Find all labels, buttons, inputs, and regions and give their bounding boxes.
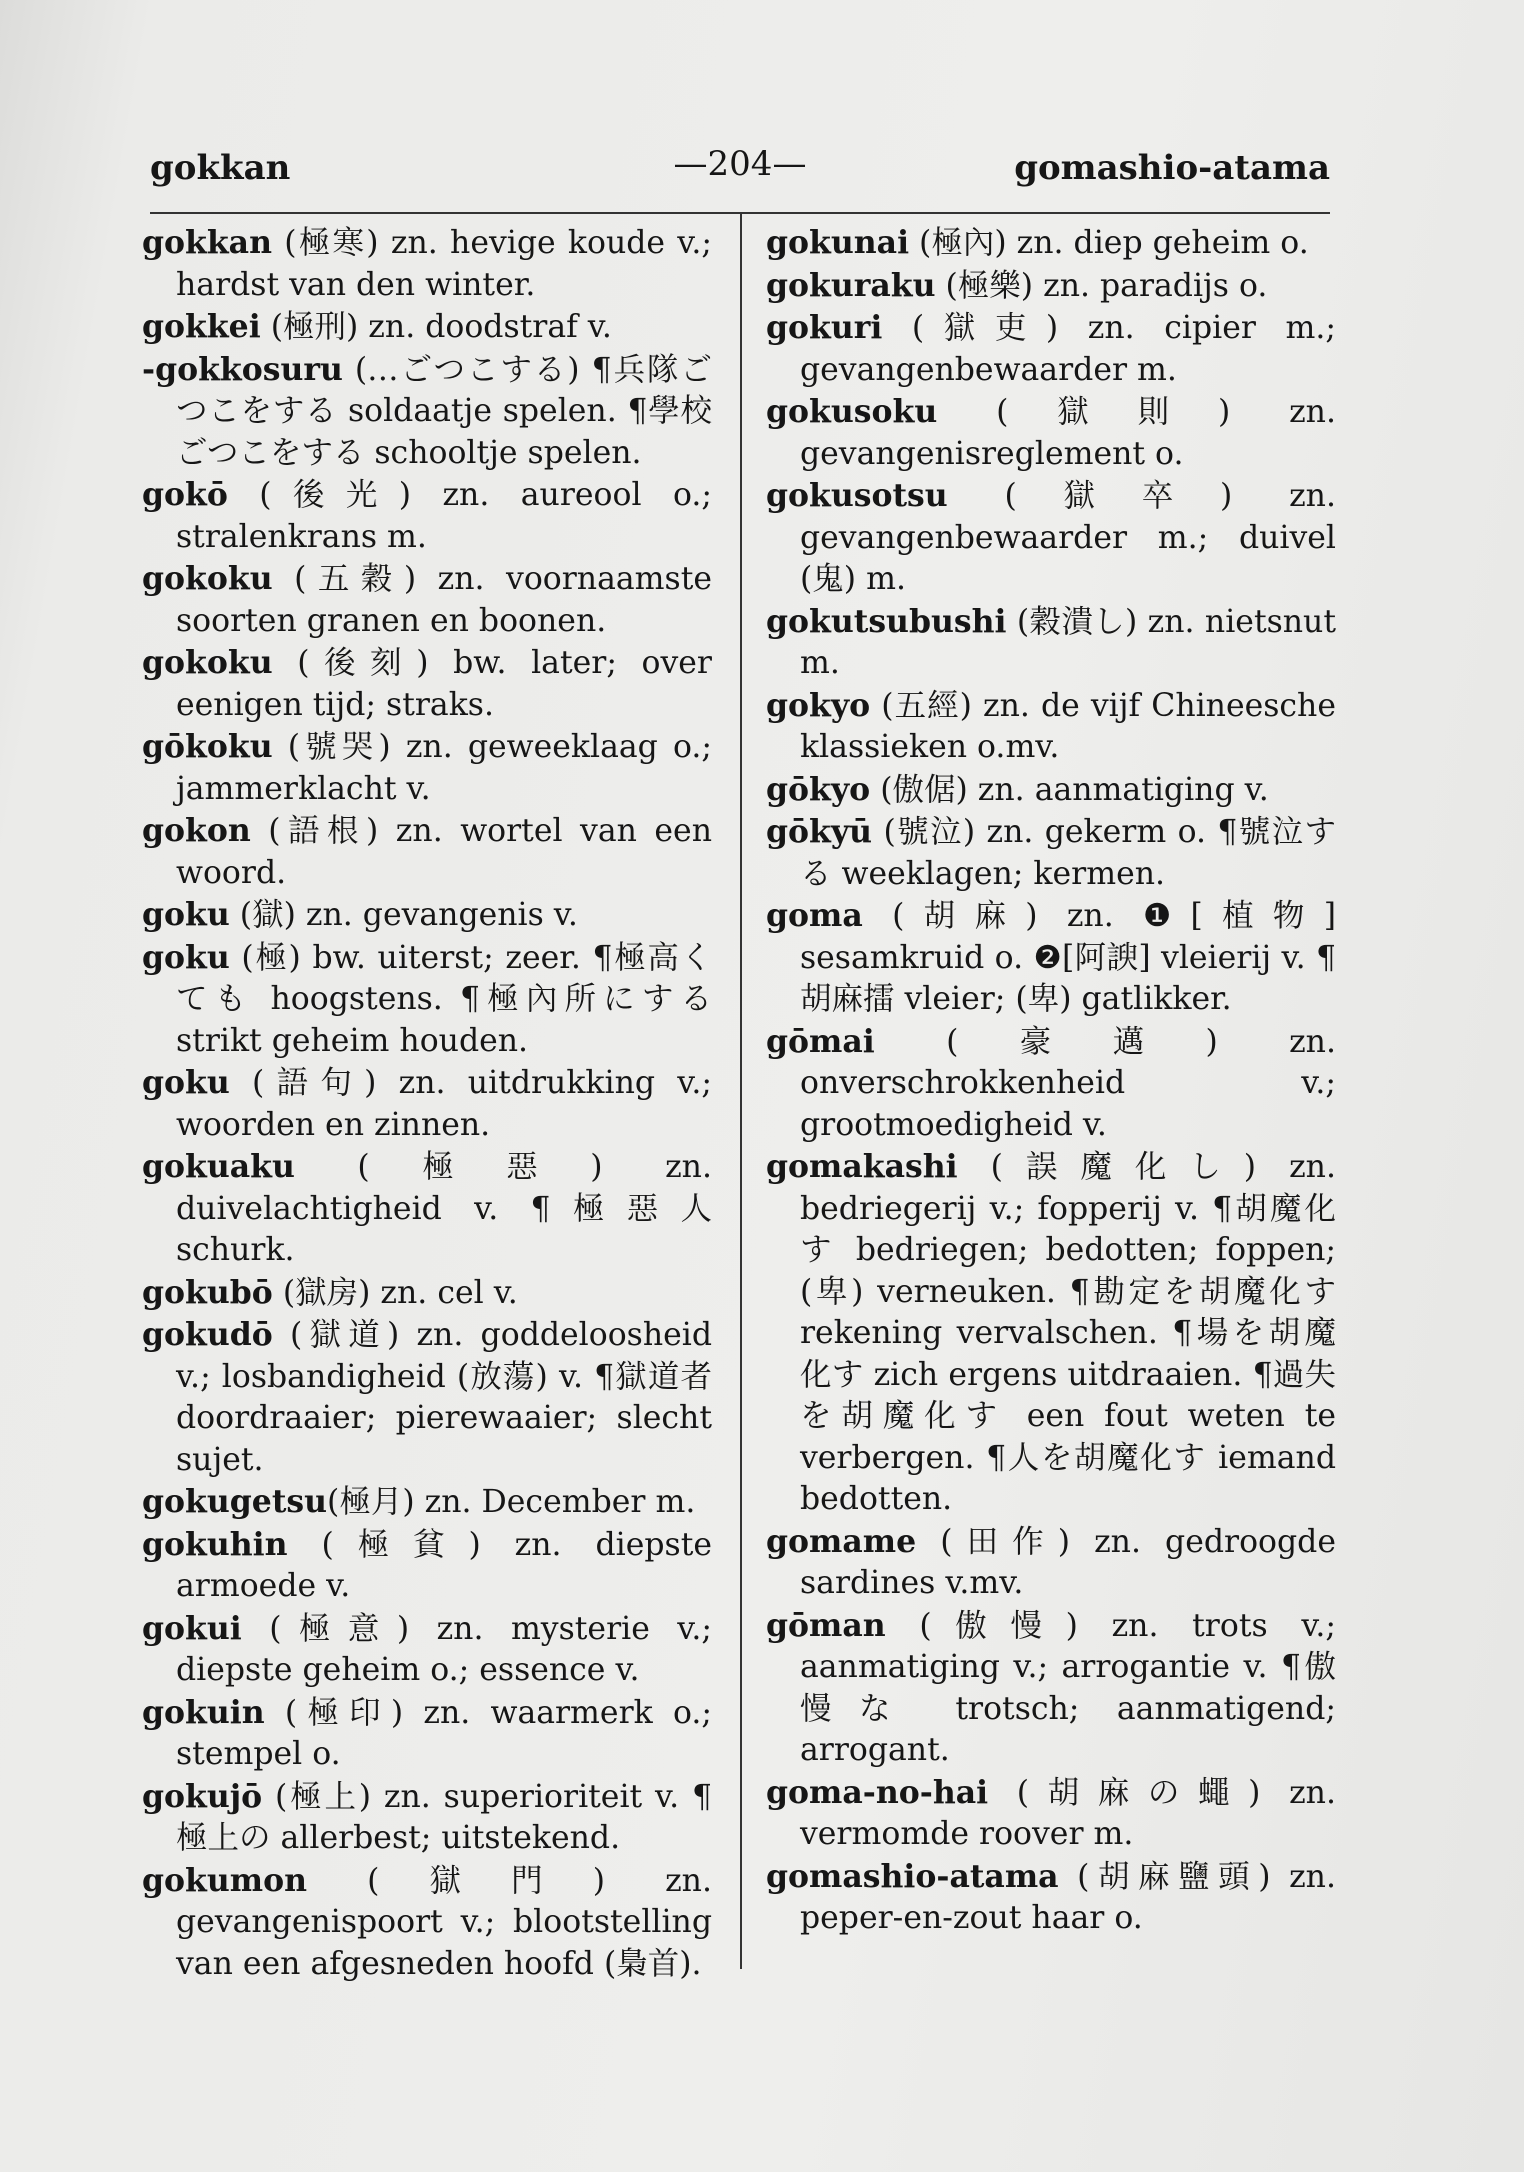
dictionary-entry: [142, 1524, 712, 1608]
dictionary-entry: [766, 1772, 1336, 1856]
entry-headword: gōmai: [766, 1022, 875, 1060]
right-column: [766, 222, 1336, 1940]
entry-headword: gōkyo: [766, 770, 871, 808]
entry-headword: gokkei: [142, 308, 261, 345]
dictionary-entry: [142, 349, 712, 475]
entry-headword: gokudō: [142, 1316, 273, 1353]
dictionary-entry: [766, 811, 1336, 895]
entry-headword: gōman: [766, 1606, 886, 1644]
entry-headword: gokusotsu: [766, 477, 948, 514]
page-header: [150, 140, 1330, 200]
entry-definition: (極寒) zn. hevige koude v.; hardst van den winter.: [176, 225, 712, 303]
dictionary-entry: [766, 391, 1336, 475]
entry-headword: gokui: [142, 1609, 242, 1647]
dictionary-entry: [766, 1146, 1336, 1521]
entry-definition: (誤魔化し) zn. bedriegerij v.; fopperij v. ¶胡魔化す bedriegen; bedotten; foppen; (卑) verneuken. ¶勘定を胡魔化す rekening vervalschen. ¶場を胡魔化す zich ergens uitdraaien. ¶過失を胡魔化す een fout weten te verbergen. ¶人を胡魔化す iemand bedotten.: [800, 1149, 1336, 1517]
entry-definition: (語根) zn. wortel van een woord.: [176, 813, 712, 891]
dictionary-entry: [142, 1692, 712, 1776]
entry-definition: (胡麻鹽頭) zn. peper-en-zout haar o.: [800, 1858, 1336, 1936]
entry-headword: gokujō: [142, 1777, 263, 1815]
dictionary-entry: [142, 1272, 712, 1315]
entry-definition: (極月) zn. December m.: [327, 1484, 696, 1520]
dictionary-entry: [766, 222, 1336, 265]
dictionary-entry: [142, 222, 712, 306]
dictionary-entry: [142, 1314, 712, 1481]
entry-definition: (極樂) zn. paradijs o.: [935, 267, 1268, 304]
entry-definition: (獄房) zn. cel v.: [272, 1274, 518, 1311]
dictionary-entry: [142, 1860, 712, 1986]
dictionary-entry: [142, 1608, 712, 1692]
entry-definition: (五穀) zn. voornaamste soorten granen en boonen.: [176, 561, 712, 639]
entry-definition: (田作) zn. gedroogde sardines v.mv.: [800, 1523, 1336, 1601]
entry-definition: (…ごつこする) ¶兵隊ごつこをする soldaatje spelen. ¶學校ごつこをする schooltje spelen.: [176, 351, 712, 471]
dictionary-entry: [766, 1605, 1336, 1772]
dictionary-entry: [766, 265, 1336, 308]
dictionary-entry: [142, 937, 712, 1063]
entry-headword: goma: [766, 897, 863, 934]
entry-definition: (極意) zn. mysterie v.; diepste geheim o.; essence v.: [176, 1610, 712, 1688]
entry-definition: (號哭) zn. geweeklaag o.; jammerklacht v.: [176, 729, 712, 807]
entry-headword: gōkyū: [766, 813, 873, 850]
entry-headword: gokoku: [142, 560, 273, 597]
dictionary-entry: [766, 475, 1336, 601]
entry-headword: goma-no-hai: [766, 1773, 989, 1811]
entry-headword: gokugetsu: [142, 1483, 328, 1520]
entry-definition: (後刻) bw. later; over eenigen tijd; straks.: [176, 645, 712, 723]
entry-headword: gōkoku: [142, 728, 273, 765]
entry-headword: gokuraku: [766, 266, 936, 304]
entry-definition: (極內) zn. diep geheim o.: [909, 225, 1309, 261]
entry-headword: gokubō: [142, 1273, 273, 1311]
entry-headword: gomame: [766, 1522, 917, 1560]
entry-definition: (獄) zn. gevangenis v.: [229, 897, 578, 933]
dictionary-entry: [766, 307, 1336, 391]
entry-headword: gomakashi: [766, 1148, 958, 1185]
entry-definition: (極貧) zn. diepste armoede v.: [176, 1526, 712, 1604]
dictionary-entry: [766, 1856, 1336, 1940]
header-first-headword: gokkan: [150, 148, 291, 188]
dictionary-entry: [142, 894, 712, 937]
entry-headword: gokkan: [142, 224, 272, 261]
dictionary-entry: [142, 1146, 712, 1272]
entry-headword: gokutsubushi: [766, 602, 1007, 640]
entry-definition: (胡麻) zn. ❶[植物] sesamkruid o. ❷[阿諛] vleierij v. ¶胡麻擂 vleier; (卑) gatlikker.: [800, 898, 1336, 1017]
entry-headword: gokuri: [766, 309, 883, 346]
entry-definition: (極) bw. uiterst; zeer. ¶極高くても hoogstens. ¶極內所にする strikt geheim houden.: [176, 939, 712, 1059]
dictionary-entry: [766, 1521, 1336, 1605]
dictionary-entry: [766, 895, 1336, 1021]
entry-definition: (極印) zn. waarmerk o.; stempel o.: [176, 1694, 712, 1772]
dictionary-entry: [142, 558, 712, 642]
entry-definition: (號泣) zn. gekerm o. ¶號泣する weeklagen; kermen.: [800, 814, 1336, 892]
entry-definition: (豪邁) zn. onverschrokkenheid v.; grootmoedigheid v.: [800, 1023, 1336, 1143]
entry-definition: (獄卒) zn. gevangenbewaarder m.; duivel (鬼) m.: [800, 478, 1336, 597]
dictionary-entry: [142, 642, 712, 726]
entry-headword: gokumon: [142, 1861, 308, 1899]
entry-headword: -gokkosuru: [142, 350, 343, 388]
dictionary-entry: [142, 306, 712, 349]
entry-definition: (獄道) zn. goddeloosheid v.; losbandigheid (放蕩) v. ¶獄道者 doordraaier; pierewaaier; slecht sujet.: [176, 1317, 712, 1478]
dictionary-entry: [142, 1481, 712, 1524]
entry-definition: (胡麻の蠅) zn. vermomde roover m.: [800, 1774, 1336, 1852]
entry-definition: (極惡) zn. duivelachtigheid v. ¶極惡人 schurk.: [176, 1149, 712, 1268]
entry-headword: gokunai: [766, 224, 910, 261]
entry-definition: (獄門) zn. gevangenispoort v.; blootstelling van een afgesneden hoofd (梟首).: [176, 1862, 712, 1982]
entry-headword: gomashio-atama: [766, 1857, 1059, 1895]
entry-headword: gokuaku: [142, 1148, 295, 1185]
entry-definition: (語句) zn. uitdrukking v.; woorden en zinnen.: [176, 1065, 712, 1143]
entry-definition: (五經) zn. de vijf Chineesche klassieken o.mv.: [800, 687, 1336, 765]
entry-headword: goku: [142, 1064, 230, 1101]
entry-definition: (後光) zn. aureool o.; stralenkrans m.: [176, 477, 712, 555]
entry-headword: gokyo: [766, 686, 871, 724]
entry-definition: (獄吏) zn. cipier m.; gevangenbewaarder m.: [800, 310, 1336, 388]
entry-headword: gokusoku: [766, 393, 938, 430]
entry-definition: (極上) zn. superioriteit v. ¶極上の allerbest; uitstekend.: [176, 1778, 712, 1856]
dictionary-entry: [142, 1776, 712, 1860]
entry-headword: gokō: [142, 476, 228, 513]
dictionary-entry: [142, 1062, 712, 1146]
entry-headword: gokoku: [142, 644, 273, 681]
entry-definition: (獄則) zn. gevangenisreglement o.: [800, 394, 1336, 472]
entry-headword: gokon: [142, 812, 251, 849]
entry-headword: goku: [142, 938, 230, 976]
column-divider: [740, 214, 742, 1969]
header-last-headword: gomashio-atama: [1014, 148, 1330, 188]
dictionary-entry: [142, 726, 712, 810]
dictionary-entry: [766, 601, 1336, 685]
entry-definition: (穀潰し) zn. nietsnut m.: [800, 603, 1336, 681]
entry-headword: goku: [142, 896, 230, 933]
entry-headword: gokuhin: [142, 1525, 288, 1563]
left-column: [142, 222, 712, 1985]
entry-definition: (傲倨) zn. aanmatiging v.: [870, 771, 1269, 808]
page-number: —204—: [673, 144, 807, 184]
dictionary-entry: [142, 810, 712, 894]
entry-definition: (傲慢) zn. trots v.; aanmatiging v.; arrogantie v. ¶傲慢な trotsch; aanmatigend; arrogant.: [800, 1607, 1336, 1768]
dictionary-entry: [766, 769, 1336, 812]
dictionary-entry: [142, 474, 712, 558]
dictionary-entry: [766, 685, 1336, 769]
dictionary-entry: [766, 1021, 1336, 1147]
entry-headword: gokuin: [142, 1693, 265, 1731]
entry-definition: (極刑) zn. doodstraf v.: [260, 309, 612, 345]
